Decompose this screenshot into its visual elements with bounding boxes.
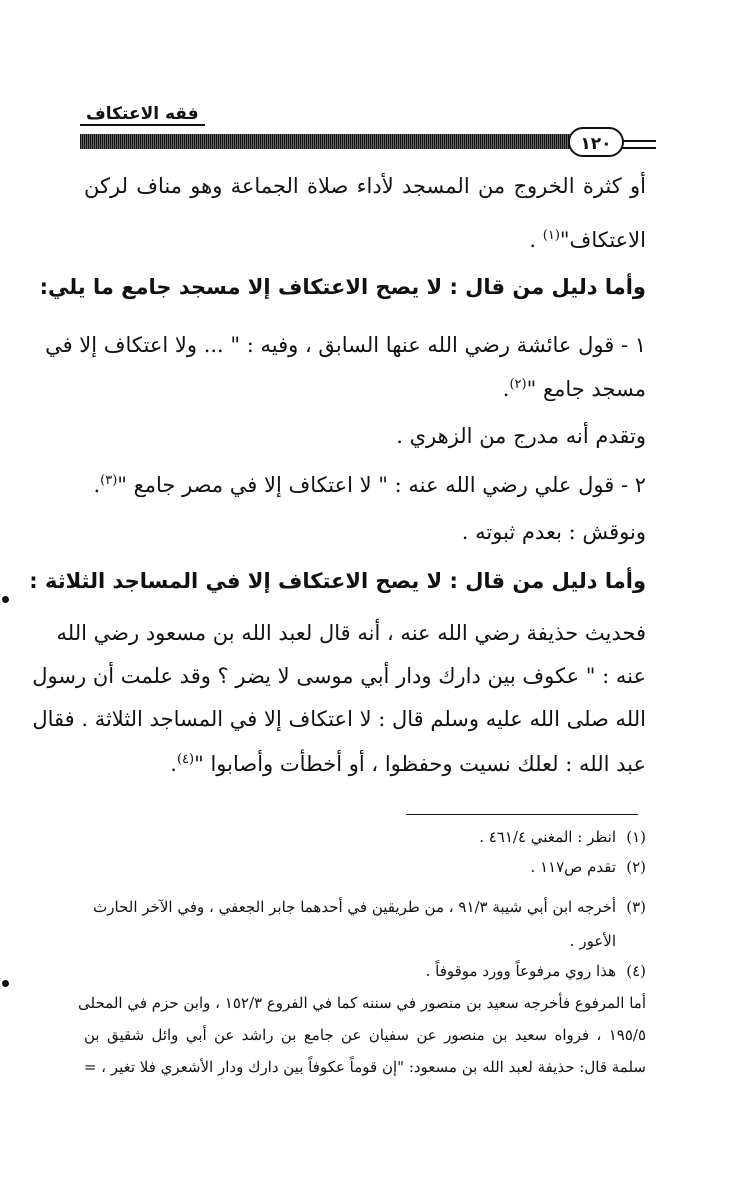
body-line-10: الله صلى الله عليه وسلم قال : لا اعتكاف إلا في المساجد الثلاثة . فقال (32, 707, 646, 731)
section-heading-1: وأما دليل من قال : لا يصح الاعتكاف إلا مسجد جامع ما يلي: (39, 275, 646, 299)
body-line-5: وتقدم أنه مدرج من الزهري . (396, 424, 646, 448)
body-line-3: ١ - قول عائشة رضي الله عنها السابق ، وفيه : " ... ولا اعتكاف إلا في (45, 333, 646, 357)
footnote-4-number: (٤) (626, 962, 646, 980)
header-rule-right (622, 140, 656, 149)
body-line-7: ونوقش : بعدم ثبوته . (461, 520, 646, 544)
scan-mark-dot (2, 980, 9, 987)
section-heading-2: وأما دليل من قال : لا يصح الاعتكاف إلا في المساجد الثلاثة : (29, 569, 646, 593)
footnote-2 (530, 856, 646, 878)
body-line-1: أو كثرة الخروج من المسجد لأداء صلاة الجماعة وهو مناف لركن (84, 174, 646, 198)
footnote-4-text: هذا روي مرفوعاً وورد موقوفاً . (425, 962, 616, 980)
body-line-8: فحديث حذيفة رضي الله عنه ، أنه قال لعبد الله بن مسعود رضي الله (56, 621, 646, 645)
footnote-ref-4: (٤) (176, 752, 195, 767)
footnote-ref-3: (٣) (100, 473, 118, 488)
footnote-2-text: تقدم ص١١٧ . (530, 858, 616, 876)
footnote-2-number: (٢) (626, 858, 646, 876)
body-line-2: الاعتكاف"$^{(١)}$ . (529, 228, 646, 252)
footnote-3-continued: الأعور . (569, 932, 616, 950)
footnote-3 (93, 896, 646, 918)
footnote-3-text: أخرجه ابن أبي شيبة ٩١/٣ ، من طريقين في أحدهما جابر الجعفي ، وفي الآخر الحارث (93, 898, 616, 916)
body-line-4: مسجد جامع "$^{(٢)}$. (502, 377, 646, 401)
footnote-ref-1: (١) (542, 228, 560, 243)
body-line-4-text: مسجد جامع " (526, 377, 646, 401)
body-line-6: ٢ - قول علي رضي الله عنه : " لا اعتكاف إلا في مصر جامع "$^{(٣)}$. (93, 473, 646, 497)
footnote-4-line-2: أما المرفوع فأخرجه سعيد بن منصور في سننه كما في الفروع ١٥٢/٣ ، وابن حزم في المحلى (78, 994, 646, 1012)
body-line-11: عبد الله : لعلك نسيت وحفظوا ، أو أخطأت وأصابوا "$^{(٤)}$. (170, 752, 646, 776)
footnote-4 (426, 960, 646, 982)
footnote-1 (479, 826, 646, 848)
footnote-3-number: (٣) (626, 898, 646, 916)
footnote-1-number: (١) (626, 828, 646, 846)
body-line-2-text: الاعتكاف" (559, 228, 646, 252)
footnote-4-line-4: سلمة قال: حذيفة لعبد الله بن مسعود: "إن قوماً عكوفاً بين دارك ودار الأشعري فلا تغير ، = (83, 1058, 646, 1076)
footnote-1-text: انظر : المغني ٤٦١/٤ . (479, 828, 616, 846)
running-title: فقه الاعتكاف (80, 104, 205, 126)
scan-mark-dot (2, 596, 9, 603)
footnote-separator (406, 814, 638, 815)
footnote-ref-2: (٢) (509, 377, 527, 392)
body-line-9: عنه : " عكوف بين دارك ودار أبي موسى لا يضر ؟ وقد علمت أن رسول (32, 664, 646, 688)
page-number: ١٢٠ (568, 127, 624, 157)
header-rule (80, 134, 575, 149)
body-line-11-text: عبد الله : لعلك نسيت وحفظوا ، أو أخطأت وأصابوا " (194, 752, 646, 776)
body-line-6-text: ٢ - قول علي رضي الله عنه : " لا اعتكاف إلا في مصر جامع " (117, 473, 646, 497)
footnote-4-line-3: ١٩٥/٥ ، فرواه سعيد بن منصور عن سفيان عن جامع بن راشد عن أبي وائل شقيق بن (84, 1026, 646, 1044)
